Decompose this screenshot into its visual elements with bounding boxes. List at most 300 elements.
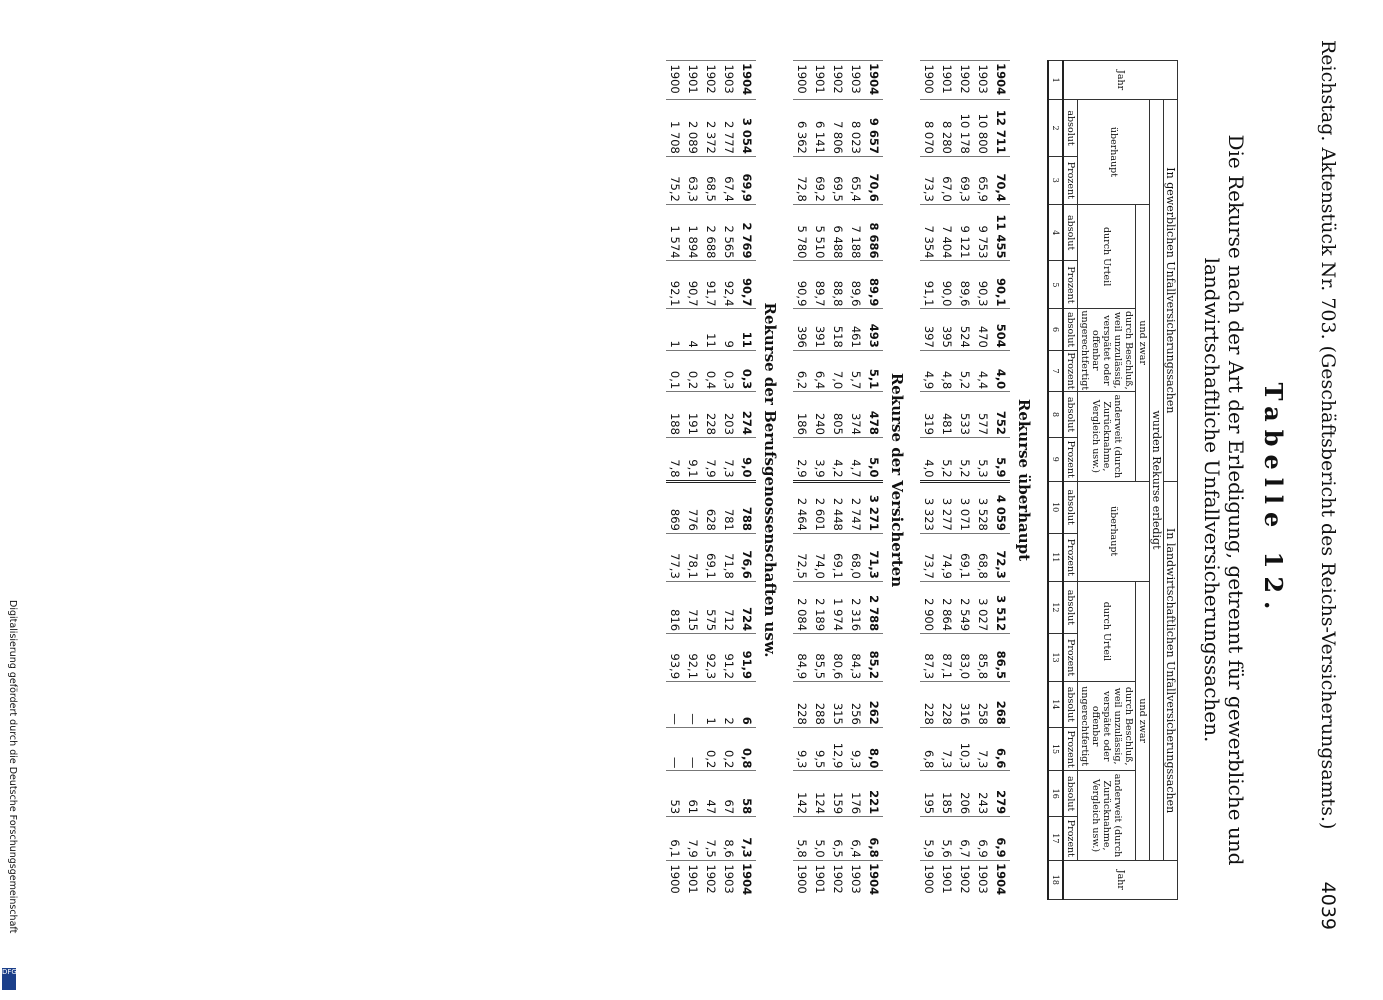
- value-cell: 7,3: [938, 727, 956, 771]
- value-cell: 92,1: [684, 634, 702, 682]
- value-cell: 6 488: [829, 204, 847, 261]
- value-cell: 781: [720, 481, 738, 533]
- value-cell: 8,0: [865, 727, 883, 771]
- year-cell: 1903: [847, 860, 865, 899]
- year-cell: 1904: [865, 860, 883, 899]
- value-cell: 65,4: [847, 156, 865, 204]
- value-cell: 61: [684, 771, 702, 817]
- column-number: 12: [1048, 581, 1063, 633]
- value-cell: 188: [666, 392, 684, 438]
- value-cell: 69,3: [956, 156, 974, 204]
- value-cell: 86,5: [992, 634, 1010, 682]
- value-cell: 92,3: [702, 634, 720, 682]
- value-cell: 504: [992, 309, 1010, 350]
- running-title: Reichstag. Aktenstück Nr. 703. (Geschäftsbericht des Reichs-Versicherungsamts.): [1317, 40, 1339, 830]
- section-title: Rekurse der Berufsgenossenschaften usw.: [761, 302, 779, 658]
- value-cell: 2 549: [956, 581, 974, 633]
- value-cell: 2 189: [811, 581, 829, 633]
- prozent-header: Prozent: [1063, 634, 1078, 682]
- column-number: 1: [1048, 61, 1063, 100]
- value-cell: 9,5: [811, 727, 829, 771]
- value-cell: 4: [684, 309, 702, 350]
- value-cell: 2: [720, 682, 738, 728]
- value-cell: 228: [920, 682, 938, 728]
- beschluss-header-l: durch Beschluß, weil unzulässig, verspätet oder offenbar ungerechtfertigt: [1078, 682, 1136, 771]
- value-cell: 1: [702, 682, 720, 728]
- year-cell: 1901: [811, 860, 829, 899]
- value-cell: 396: [793, 309, 811, 350]
- value-cell: 69,9: [738, 156, 756, 204]
- value-cell: 89,6: [847, 261, 865, 309]
- value-cell: 8 070: [920, 100, 938, 157]
- value-cell: 90,3: [974, 261, 992, 309]
- column-number: 11: [1048, 533, 1063, 581]
- value-cell: 72,5: [793, 533, 811, 581]
- year-cell: 1900: [920, 860, 938, 899]
- value-cell: 47: [702, 771, 720, 817]
- value-cell: 6 141: [811, 100, 829, 157]
- absolut-header: absolut: [1063, 682, 1078, 728]
- value-cell: 11: [702, 309, 720, 350]
- value-cell: 4,8: [938, 350, 956, 391]
- value-cell: 8,6: [720, 817, 738, 861]
- value-cell: 243: [974, 771, 992, 817]
- value-cell: 203: [720, 392, 738, 438]
- value-cell: 80,6: [829, 634, 847, 682]
- value-cell: 6,2: [793, 350, 811, 391]
- value-cell: 0,2: [720, 727, 738, 771]
- value-cell: 816: [666, 581, 684, 633]
- value-cell: 2 864: [938, 581, 956, 633]
- ueberhaupt-header-g: überhaupt: [1078, 100, 1150, 205]
- value-cell: 752: [992, 392, 1010, 438]
- value-cell: 77,3: [666, 533, 684, 581]
- value-cell: 6,8: [920, 727, 938, 771]
- value-cell: 575: [702, 581, 720, 633]
- column-number: 18: [1048, 860, 1063, 899]
- value-cell: 9,3: [793, 727, 811, 771]
- value-cell: 1: [666, 309, 684, 350]
- value-cell: 68,5: [702, 156, 720, 204]
- value-cell: 195: [920, 771, 938, 817]
- value-cell: 89,6: [956, 261, 974, 309]
- value-cell: 4,2: [829, 437, 847, 481]
- value-cell: 7,0: [829, 350, 847, 391]
- value-cell: 2 747: [847, 481, 865, 533]
- year-cell: 1902: [829, 61, 847, 100]
- digitization-note: [4, 600, 18, 990]
- value-cell: 5 780: [793, 204, 811, 261]
- year-cell: 1902: [702, 61, 720, 100]
- value-cell: 4,4: [974, 350, 992, 391]
- digitization-note-text: Digitalisierung gefördert durch die Deutsche Forschungsgemeinschaft: [7, 600, 18, 934]
- value-cell: —: [666, 727, 684, 771]
- value-cell: 68,8: [974, 533, 992, 581]
- value-cell: 7 806: [829, 100, 847, 157]
- value-cell: 89,7: [811, 261, 829, 309]
- value-cell: 478: [865, 392, 883, 438]
- value-cell: 6,9: [992, 817, 1010, 861]
- value-cell: 5 510: [811, 204, 829, 261]
- value-cell: 3 054: [738, 100, 756, 157]
- value-cell: 3 323: [920, 481, 938, 533]
- column-number: 8: [1048, 392, 1063, 438]
- value-cell: 4,0: [920, 437, 938, 481]
- value-cell: 3 271: [865, 481, 883, 533]
- prozent-header: Prozent: [1063, 350, 1078, 391]
- value-cell: 71,8: [720, 533, 738, 581]
- value-cell: 9 657: [865, 100, 883, 157]
- value-cell: 2 769: [738, 204, 756, 261]
- year-cell: 1903: [720, 860, 738, 899]
- value-cell: 4 059: [992, 481, 1010, 533]
- value-cell: 628: [702, 481, 720, 533]
- table-row: [738, 61, 756, 900]
- column-number: 15: [1048, 727, 1063, 771]
- column-number: 3: [1048, 156, 1063, 204]
- year-cell: 1903: [847, 61, 865, 100]
- value-cell: 85,2: [865, 634, 883, 682]
- value-cell: 4,9: [920, 350, 938, 391]
- value-cell: 9 753: [974, 204, 992, 261]
- value-cell: 1 894: [684, 204, 702, 261]
- value-cell: 315: [829, 682, 847, 728]
- value-cell: 6,5: [829, 817, 847, 861]
- value-cell: 92,1: [666, 261, 684, 309]
- urteil-header-l: durch Urteil: [1078, 581, 1136, 681]
- table-row: [666, 61, 684, 900]
- value-cell: 5,2: [956, 350, 974, 391]
- und-zwar-header-l: und zwar: [1136, 581, 1150, 860]
- value-cell: 6,7: [956, 817, 974, 861]
- value-cell: 5,6: [938, 817, 956, 861]
- value-cell: 262: [865, 682, 883, 728]
- value-cell: 63,3: [684, 156, 702, 204]
- value-cell: 9,1: [684, 437, 702, 481]
- value-cell: 69,1: [956, 533, 974, 581]
- value-cell: 69,5: [829, 156, 847, 204]
- value-cell: 7,8: [666, 437, 684, 481]
- value-cell: 65,9: [974, 156, 992, 204]
- value-cell: 69,2: [811, 156, 829, 204]
- column-number-row: [1048, 61, 1063, 900]
- value-cell: 5,9: [920, 817, 938, 861]
- urteil-header-g: durch Urteil: [1078, 204, 1136, 309]
- year-cell: 1904: [738, 860, 756, 899]
- value-cell: 2 316: [847, 581, 865, 633]
- value-cell: 12 711: [992, 100, 1010, 157]
- value-cell: 67,4: [720, 156, 738, 204]
- value-cell: 12,9: [829, 727, 847, 771]
- value-cell: 5,9: [992, 437, 1010, 481]
- data-table-wrapper: [666, 60, 1178, 900]
- value-cell: 5,8: [793, 817, 811, 861]
- value-cell: 2 601: [811, 481, 829, 533]
- value-cell: 91,7: [702, 261, 720, 309]
- und-zwar-header-g: und zwar: [1136, 204, 1150, 481]
- value-cell: 10 178: [956, 100, 974, 157]
- prozent-header: Prozent: [1063, 261, 1078, 309]
- value-cell: 805: [829, 392, 847, 438]
- value-cell: 0,2: [702, 727, 720, 771]
- value-cell: 142: [793, 771, 811, 817]
- gewerblich-header: In gewerblichen Unfallversicherungssachen: [1164, 100, 1178, 481]
- table-row: [974, 61, 992, 900]
- value-cell: 85,8: [974, 634, 992, 682]
- table-row: [829, 61, 847, 900]
- value-cell: 6,1: [666, 817, 684, 861]
- year-cell: 1900: [666, 860, 684, 899]
- value-cell: 8 686: [865, 204, 883, 261]
- jahr-header-left: Jahr: [1063, 61, 1178, 100]
- table-row: [865, 61, 883, 900]
- column-number: 9: [1048, 437, 1063, 481]
- value-cell: 73,7: [920, 533, 938, 581]
- year-cell: 1900: [793, 61, 811, 100]
- value-cell: 228: [702, 392, 720, 438]
- table-row: [793, 61, 811, 900]
- value-cell: 9,3: [847, 727, 865, 771]
- anderweit-header-g: anderweit (durch Zurücknahme, Vergleich usw.): [1078, 392, 1136, 481]
- value-cell: 2 464: [793, 481, 811, 533]
- value-cell: 176: [847, 771, 865, 817]
- value-cell: 3 528: [974, 481, 992, 533]
- dfg-logo-text: DFG: [2, 968, 17, 976]
- column-number: 14: [1048, 682, 1063, 728]
- column-number: 13: [1048, 634, 1063, 682]
- value-cell: 91,2: [720, 634, 738, 682]
- value-cell: 268: [992, 682, 1010, 728]
- value-cell: 53: [666, 771, 684, 817]
- value-cell: 90,9: [793, 261, 811, 309]
- value-cell: 7,9: [702, 437, 720, 481]
- value-cell: 319: [920, 392, 938, 438]
- value-cell: 186: [793, 392, 811, 438]
- value-cell: 91,9: [738, 634, 756, 682]
- table-row: [938, 61, 956, 900]
- value-cell: 2 688: [702, 204, 720, 261]
- value-cell: 391: [811, 309, 829, 350]
- value-cell: 2 084: [793, 581, 811, 633]
- value-cell: 87,3: [920, 634, 938, 682]
- column-number: 10: [1048, 481, 1063, 533]
- value-cell: 72,8: [793, 156, 811, 204]
- value-cell: 76,6: [738, 533, 756, 581]
- table-row: [684, 61, 702, 900]
- value-cell: 1 574: [666, 204, 684, 261]
- year-cell: 1900: [793, 860, 811, 899]
- value-cell: 89,9: [865, 261, 883, 309]
- value-cell: 185: [938, 771, 956, 817]
- column-number: 4: [1048, 204, 1063, 261]
- value-cell: 724: [738, 581, 756, 633]
- prozent-header: Prozent: [1063, 437, 1078, 481]
- value-cell: 1 708: [666, 100, 684, 157]
- value-cell: 85,5: [811, 634, 829, 682]
- value-cell: 159: [829, 771, 847, 817]
- value-cell: 75,2: [666, 156, 684, 204]
- value-cell: 221: [865, 771, 883, 817]
- value-cell: 72,3: [992, 533, 1010, 581]
- value-cell: 90,0: [938, 261, 956, 309]
- value-cell: 1 974: [829, 581, 847, 633]
- value-cell: 0,3: [738, 350, 756, 391]
- value-cell: 2 777: [720, 100, 738, 157]
- value-cell: 71,3: [865, 533, 883, 581]
- anderweit-header-l: anderweit (durch Zurücknahme, Vergleich usw.): [1078, 771, 1136, 860]
- table-row: [920, 61, 938, 900]
- value-cell: —: [684, 682, 702, 728]
- value-cell: 11 455: [992, 204, 1010, 261]
- table-body: [666, 61, 1048, 900]
- value-cell: —: [666, 682, 684, 728]
- value-cell: 869: [666, 481, 684, 533]
- value-cell: 577: [974, 392, 992, 438]
- value-cell: 90,7: [684, 261, 702, 309]
- value-cell: 84,9: [793, 634, 811, 682]
- value-cell: 11: [738, 309, 756, 350]
- value-cell: 524: [956, 309, 974, 350]
- value-cell: 67: [720, 771, 738, 817]
- table-row: [811, 61, 829, 900]
- value-cell: 2 372: [702, 100, 720, 157]
- value-cell: 70,6: [865, 156, 883, 204]
- wurden-header: wurden Rekurse erledigt: [1150, 100, 1164, 860]
- value-cell: 67,0: [938, 156, 956, 204]
- value-cell: 0,4: [702, 350, 720, 391]
- value-cell: 5,0: [811, 817, 829, 861]
- year-cell: 1903: [974, 860, 992, 899]
- value-cell: 533: [956, 392, 974, 438]
- value-cell: 397: [920, 309, 938, 350]
- year-cell: 1903: [974, 61, 992, 100]
- value-cell: 10 800: [974, 100, 992, 157]
- value-cell: 69,1: [829, 533, 847, 581]
- year-cell: 1902: [956, 860, 974, 899]
- absolut-header: absolut: [1063, 771, 1078, 817]
- value-cell: 90,7: [738, 261, 756, 309]
- prozent-header: Prozent: [1063, 817, 1078, 861]
- running-header: [1313, 40, 1343, 930]
- year-cell: 1904: [865, 61, 883, 100]
- value-cell: 7,3: [738, 817, 756, 861]
- value-cell: 5,0: [865, 437, 883, 481]
- value-cell: 92,4: [720, 261, 738, 309]
- statistics-table: [666, 60, 1178, 900]
- value-cell: 9 121: [956, 204, 974, 261]
- value-cell: —: [684, 727, 702, 771]
- section-title-row: [756, 61, 793, 900]
- value-cell: 7 188: [847, 204, 865, 261]
- value-cell: 6 362: [793, 100, 811, 157]
- value-cell: 2,9: [793, 437, 811, 481]
- year-cell: 1901: [938, 860, 956, 899]
- value-cell: 274: [738, 392, 756, 438]
- table-row: [847, 61, 865, 900]
- value-cell: 5,1: [865, 350, 883, 391]
- year-cell: 1901: [938, 61, 956, 100]
- column-number: 17: [1048, 817, 1063, 861]
- value-cell: 88,8: [829, 261, 847, 309]
- value-cell: 7,3: [720, 437, 738, 481]
- value-cell: 191: [684, 392, 702, 438]
- value-cell: 10,3: [956, 727, 974, 771]
- value-cell: 461: [847, 309, 865, 350]
- value-cell: 2 900: [920, 581, 938, 633]
- value-cell: 74,0: [811, 533, 829, 581]
- value-cell: 2 089: [684, 100, 702, 157]
- value-cell: 2 448: [829, 481, 847, 533]
- column-number: 6: [1048, 309, 1063, 350]
- table-row: [992, 61, 1010, 900]
- value-cell: 7 354: [920, 204, 938, 261]
- value-cell: 8 023: [847, 100, 865, 157]
- value-cell: 2 788: [865, 581, 883, 633]
- year-cell: 1903: [720, 61, 738, 100]
- value-cell: 74,9: [938, 533, 956, 581]
- value-cell: 58: [738, 771, 756, 817]
- year-cell: 1904: [992, 61, 1010, 100]
- dfg-logo: [2, 968, 16, 990]
- value-cell: 90,1: [992, 261, 1010, 309]
- absolut-header: absolut: [1063, 581, 1078, 633]
- year-cell: 1901: [684, 61, 702, 100]
- value-cell: 9: [720, 309, 738, 350]
- value-cell: 228: [793, 682, 811, 728]
- value-cell: 374: [847, 392, 865, 438]
- value-cell: 2 565: [720, 204, 738, 261]
- year-cell: 1900: [666, 61, 684, 100]
- value-cell: 240: [811, 392, 829, 438]
- section-title-row: [883, 61, 920, 900]
- landwirtschaftlich-header: In landwirtschaftlichen Unfallversicherungssachen: [1164, 481, 1178, 860]
- year-cell: 1901: [811, 61, 829, 100]
- page-number: 4039: [1317, 881, 1339, 930]
- value-cell: 206: [956, 771, 974, 817]
- absolut-header: absolut: [1063, 204, 1078, 261]
- absolut-header: absolut: [1063, 100, 1078, 157]
- value-cell: 91,1: [920, 261, 938, 309]
- value-cell: 68,0: [847, 533, 865, 581]
- section-title-row: [1010, 61, 1048, 900]
- value-cell: 470: [974, 309, 992, 350]
- year-cell: 1904: [992, 860, 1010, 899]
- column-number: 2: [1048, 100, 1063, 157]
- value-cell: 279: [992, 771, 1010, 817]
- value-cell: 78,1: [684, 533, 702, 581]
- table-row: [720, 61, 738, 900]
- value-cell: 776: [684, 481, 702, 533]
- value-cell: 3 027: [974, 581, 992, 633]
- year-cell: 1901: [684, 860, 702, 899]
- absolut-header: absolut: [1063, 392, 1078, 438]
- table-row: [956, 61, 974, 900]
- year-cell: 1902: [829, 860, 847, 899]
- prozent-header: Prozent: [1063, 533, 1078, 581]
- value-cell: 481: [938, 392, 956, 438]
- column-number: 16: [1048, 771, 1063, 817]
- table-subtitle: Die Rekurse nach der Art der Erledigung, getrennt für gewerbliche und landwirtschaftliche Unfallversicherungssachen.: [1200, 134, 1248, 866]
- value-cell: 3 071: [956, 481, 974, 533]
- value-cell: 3,9: [811, 437, 829, 481]
- value-cell: 7,3: [974, 727, 992, 771]
- year-cell: 1904: [738, 61, 756, 100]
- value-cell: 6,4: [847, 817, 865, 861]
- value-cell: 7,5: [702, 817, 720, 861]
- value-cell: 4,0: [992, 350, 1010, 391]
- section-title: Rekurse der Versicherten: [888, 372, 906, 588]
- value-cell: 5,3: [974, 437, 992, 481]
